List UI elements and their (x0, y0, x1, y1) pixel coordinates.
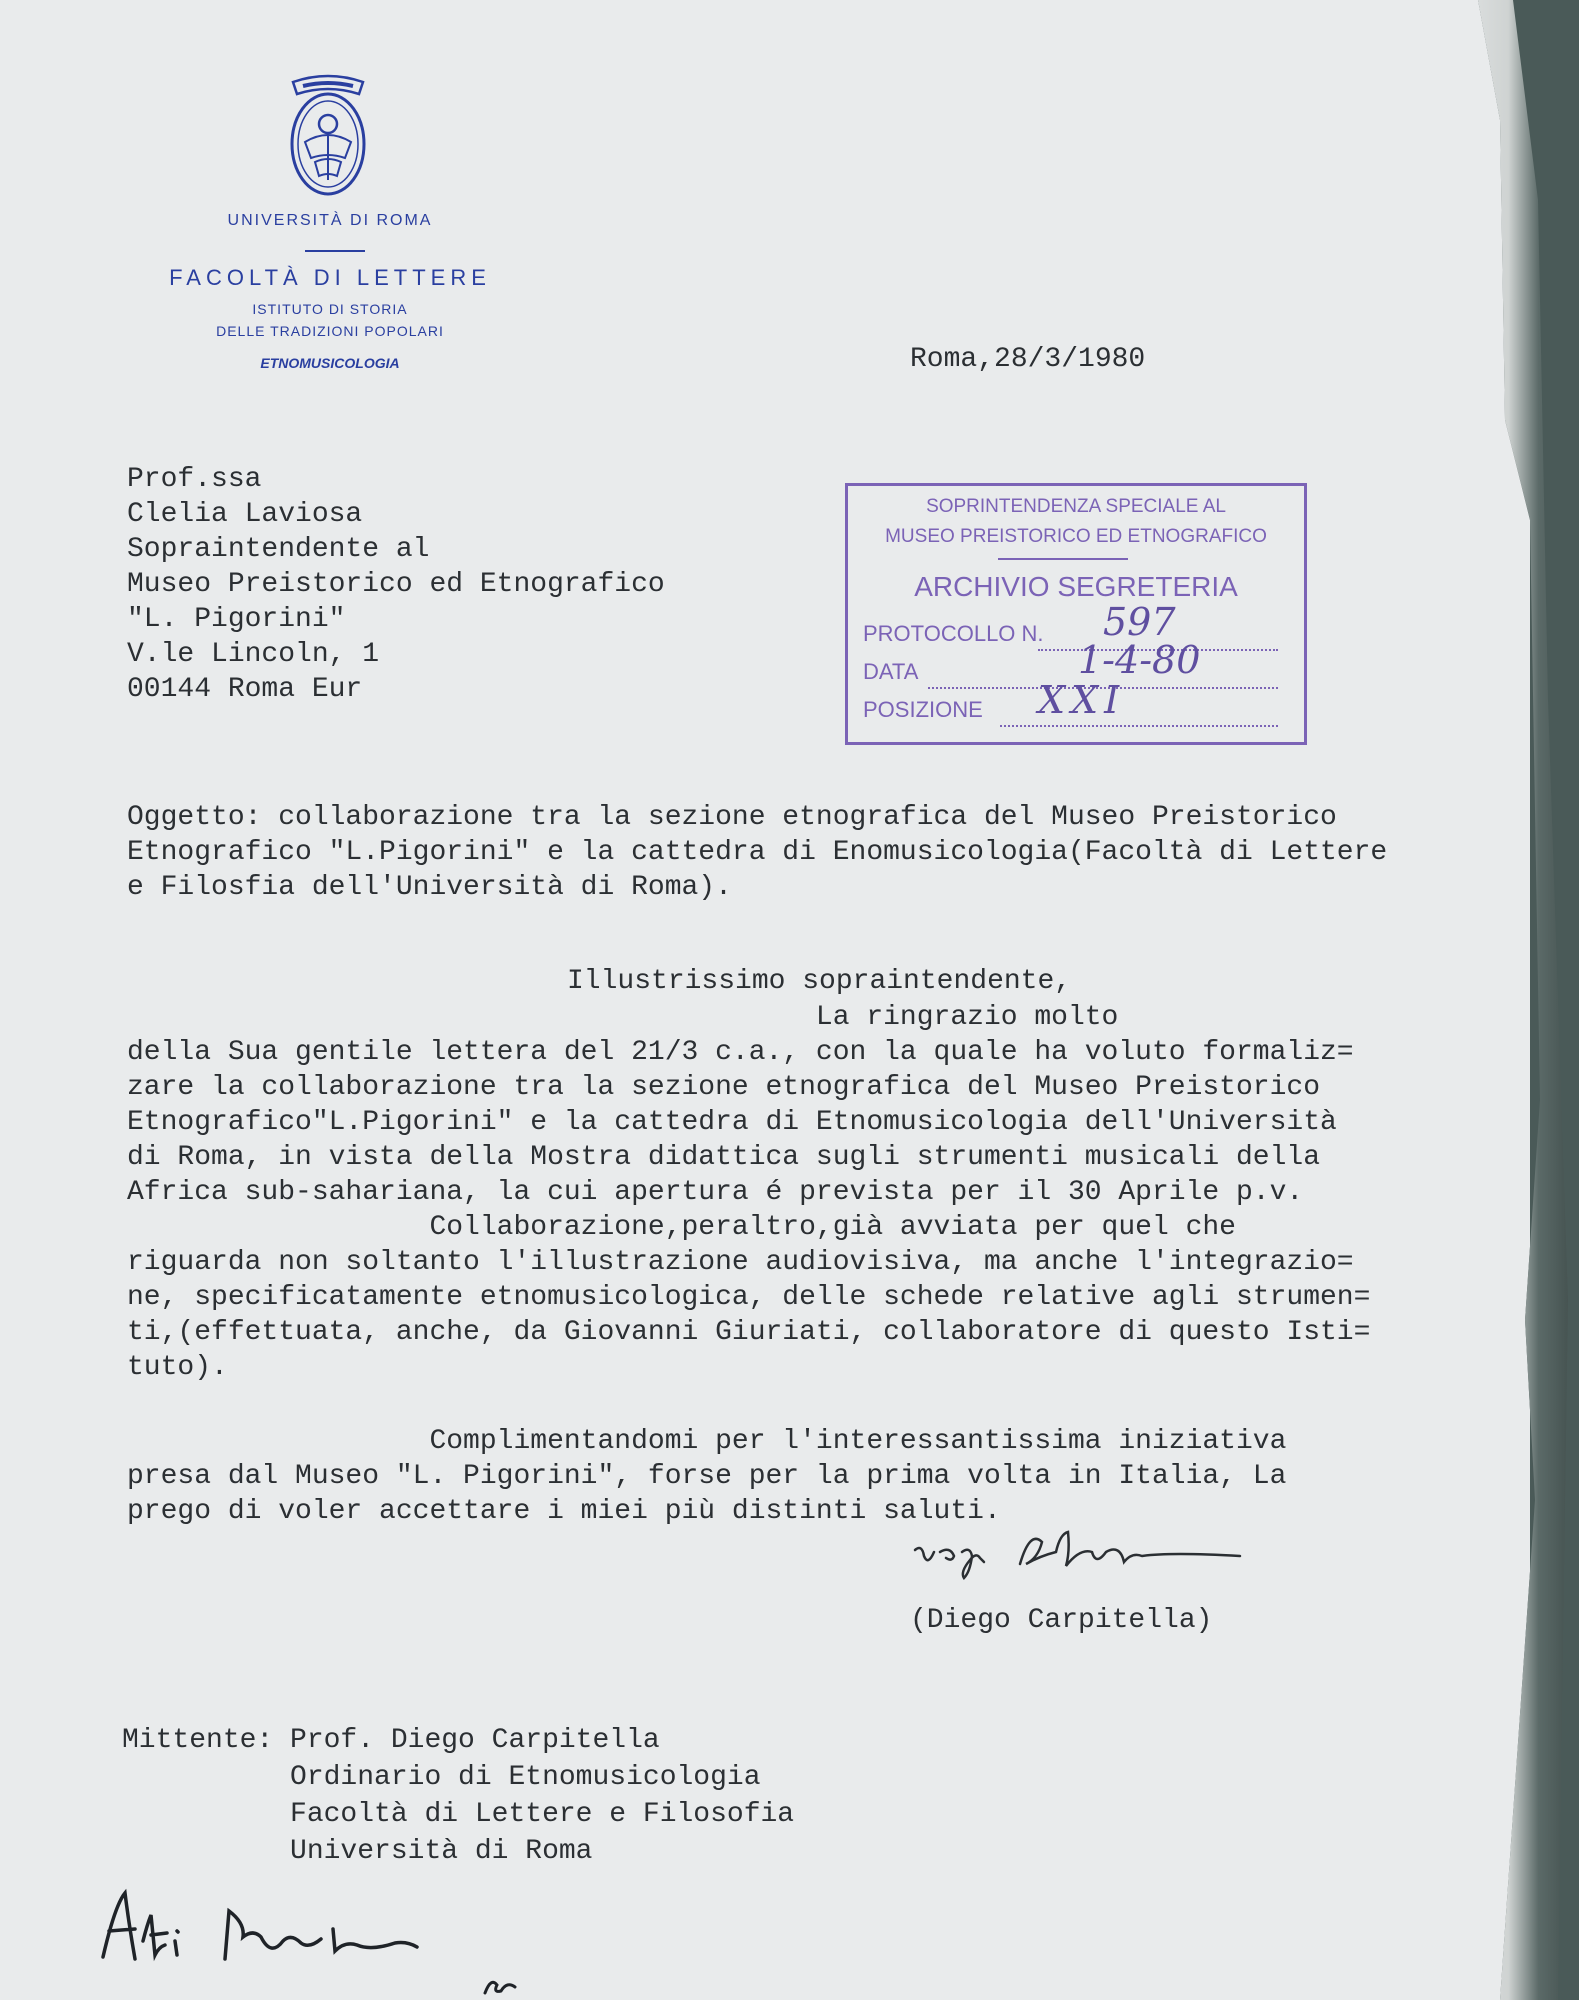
stamp-archive-label: ARCHIVIO SEGRETERIA (914, 571, 1238, 602)
subject-line: Oggetto: collaborazione tra la sezione etnografica del Museo Preistorico Etnografico "L.Pigorini" e la cattedra di Enomusicologia(Facoltà di Lettere e Filosfia dell'Università di Roma). (127, 802, 1388, 903)
institute-line-1: ISTITUTO DI STORIA (252, 301, 408, 317)
protocol-stamp (845, 483, 1307, 745)
handwritten-annotation (95, 1885, 575, 2000)
letterhead-divider (305, 250, 365, 252)
stamp-position-line (1000, 725, 1278, 727)
stamp-protocol-label: PROTOCOLLO N. (863, 621, 1044, 646)
stamp-line-1: SOPRINTENDENZA SPECIALE AL (926, 496, 1226, 517)
section-name: ETNOMUSICOLOGIA (260, 355, 400, 371)
stamp-position-label: POSIZIONE (863, 697, 983, 722)
closing-paragraph: Complimentandomi per l'interessantissima iniziativa presa dal Museo "L. Pigorini", forse per la prima volta in Italia, La prego di voler accettare i miei più distinti saluti. (127, 1426, 1287, 1527)
university-crest-logo (285, 72, 371, 202)
recipient-address: Prof.ssa Clelia Laviosa Sopraintendente al Museo Preistorico ed Etnografico "L. Pigorini" V.le Lincoln, 1 00144 Roma Eur (127, 464, 665, 705)
salutation: Illustrissimo sopraintendente, (567, 966, 1072, 997)
body-paragraph: La ringrazio molto della Sua gentile lettera del 21/3 c.a., con la quale ha voluto formaliz= zare la collaborazione tra la sezione etnografica del Museo Preistorico Etnografico"L.Pigorini" e la cattedra di Etnomusicologia dell'Università di Roma, in vista della Mostra didattica sugli strumenti musicali della Africa sub-sahariana, la cui apertura é prevista per il 30 Aprile p.v. Collaborazione,peraltro,già avviata per quel che riguarda non soltanto l'illustrazione audiovisiva, ma anche l'integrazio= ne, specificatamente etnomusicologica, delle schede relative agli strumen= ti,(effettuata, anche, da Giovanni Giuriati, collaboratore di questo Isti= tuto). (127, 1002, 1371, 1383)
stamp-date-label: DATA (863, 659, 919, 684)
letter-date: Roma,28/3/1980 (910, 344, 1146, 375)
stamp-protocol-value: 597 (1103, 600, 1176, 644)
stamp-date-value: 1-4-80 (1078, 638, 1201, 682)
handwritten-signature (910, 1522, 1290, 1592)
sender-block: Mittente: Prof. Diego Carpitella Ordinario di Etnomusicologia Facoltà di Lettere e Filosofia Università di Roma (122, 1725, 795, 1867)
university-name: UNIVERSITÀ DI ROMA (227, 212, 433, 229)
stamp-position-value: XXI (1038, 678, 1126, 722)
faculty-name: FACOLTÀ DI LETTERE (169, 265, 491, 290)
signatory-name: (Diego Carpitella) (910, 1605, 1213, 1636)
stamp-divider (998, 558, 1128, 560)
stamp-line-2: MUSEO PREISTORICO ED ETNOGRAFICO (885, 526, 1267, 547)
institute-line-2: DELLE TRADIZIONI POPOLARI (216, 323, 444, 339)
